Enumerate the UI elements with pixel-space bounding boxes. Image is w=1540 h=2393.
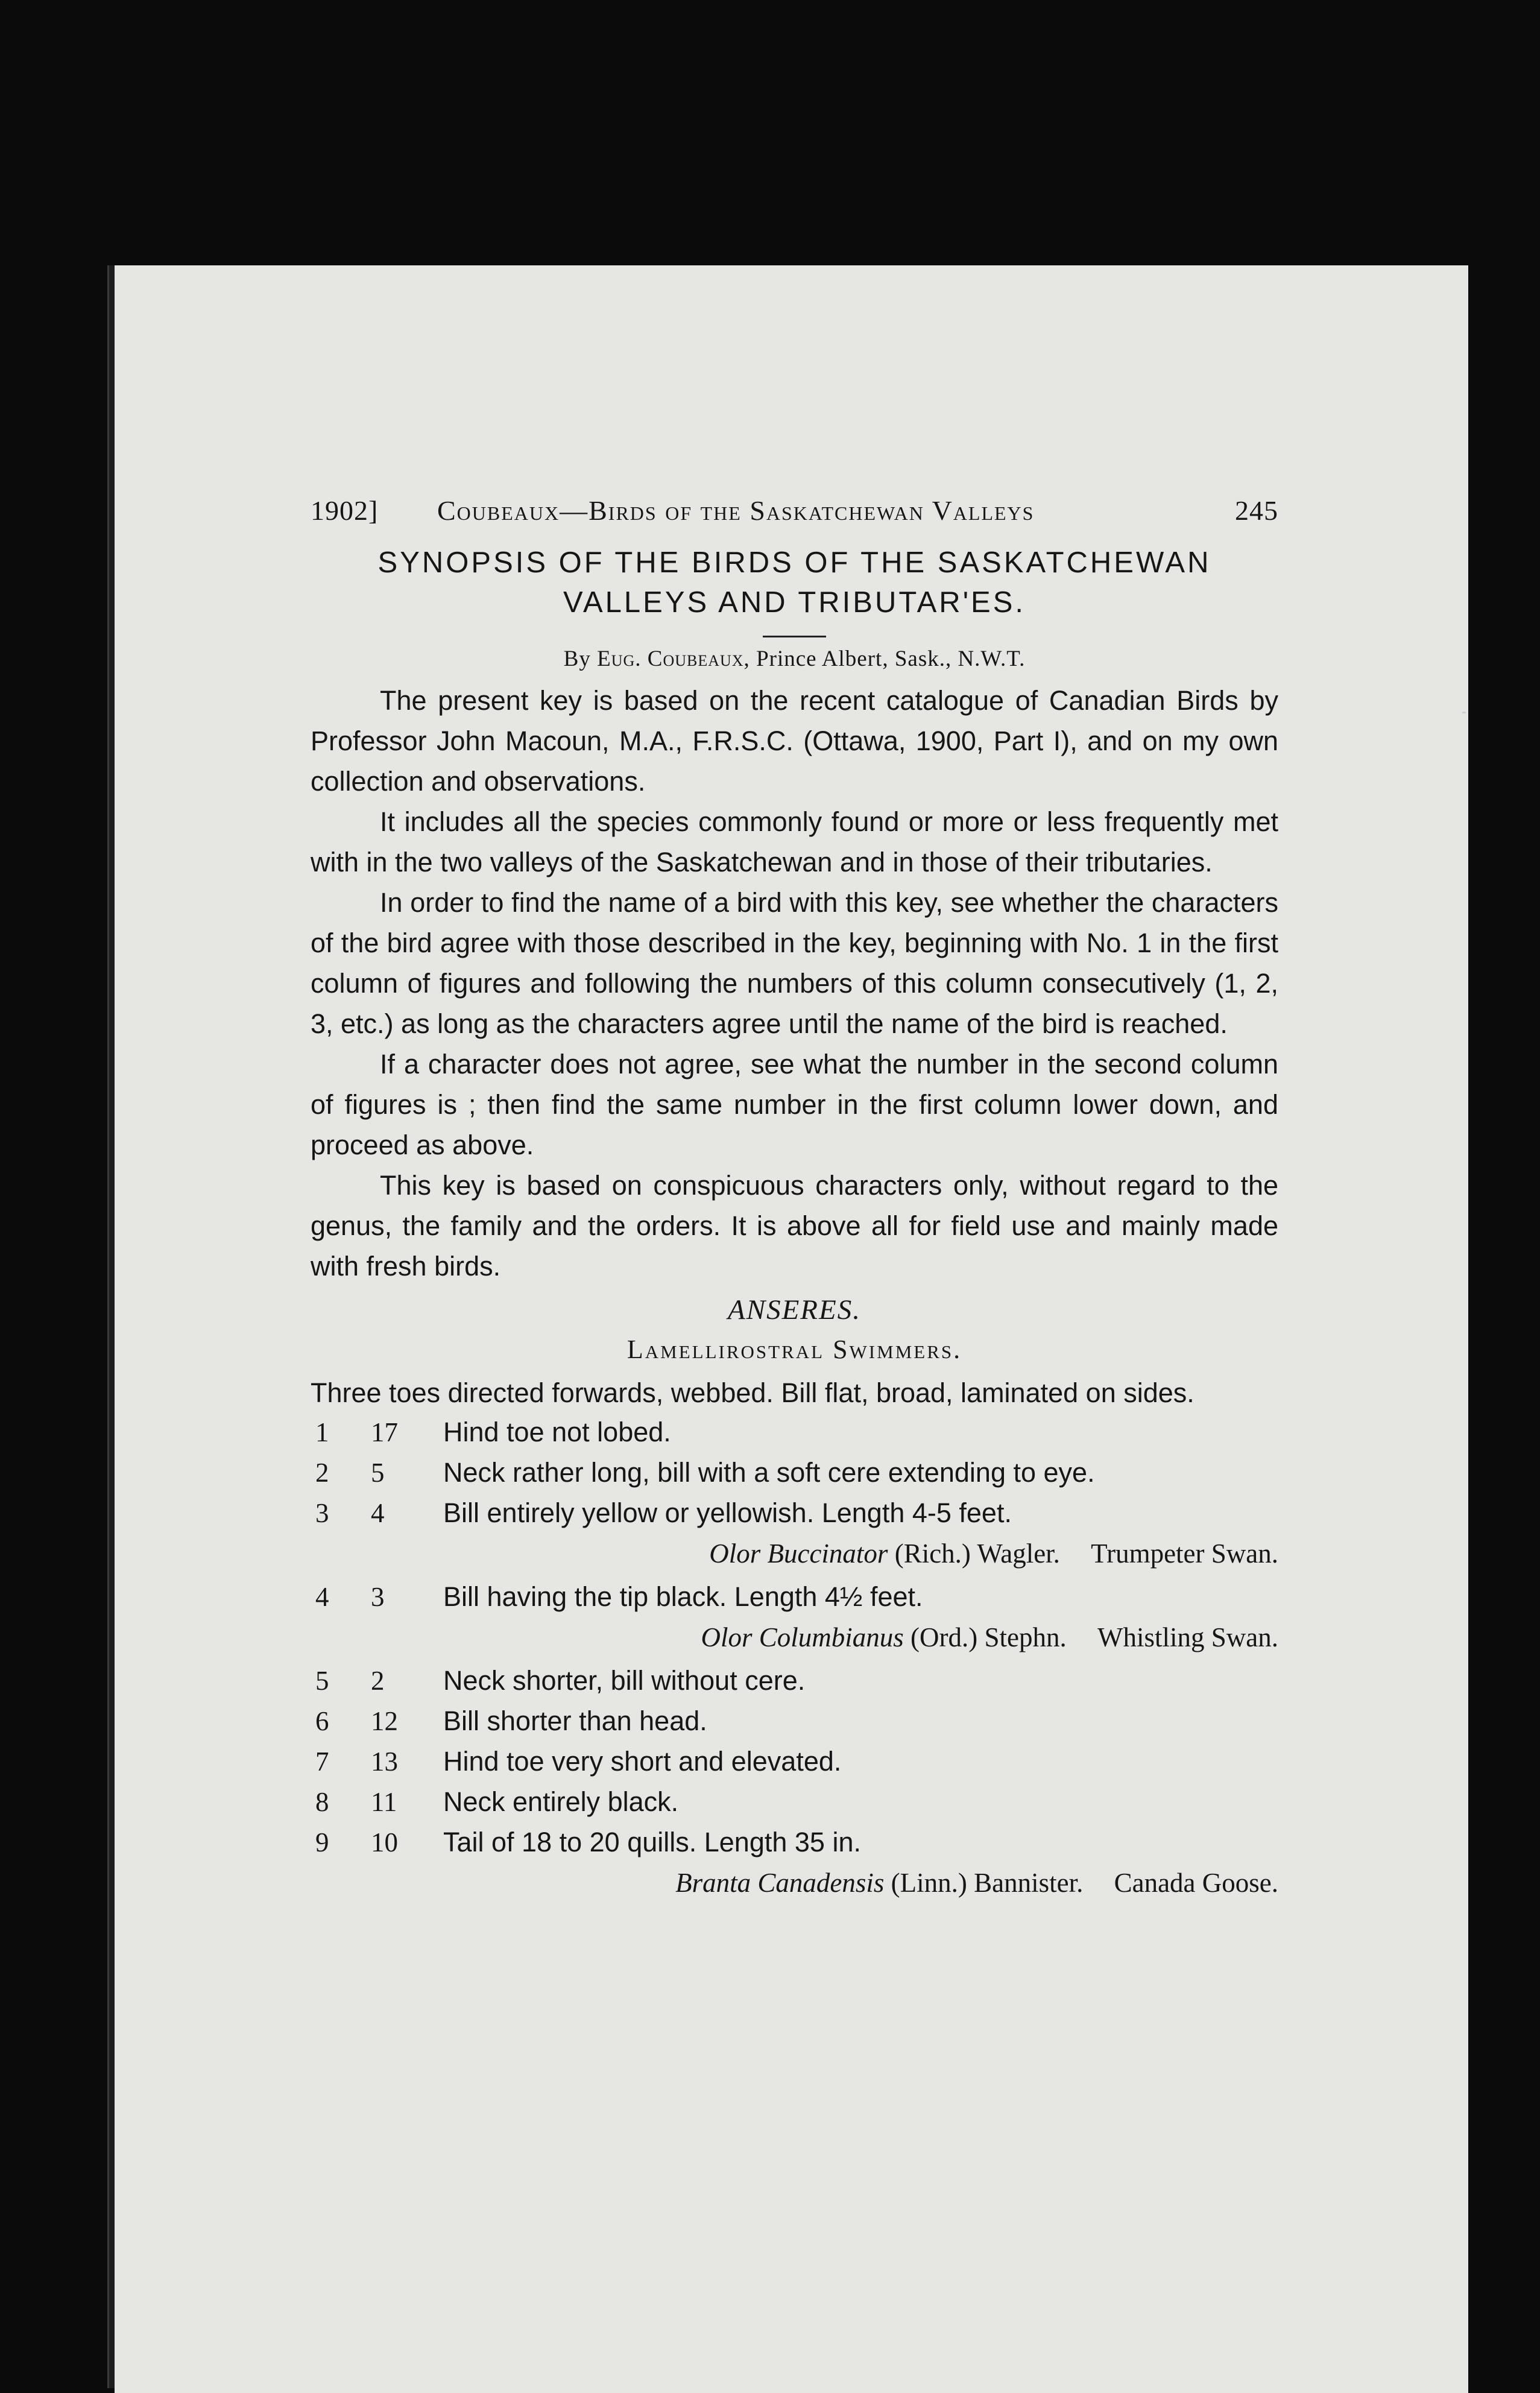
suborder-heading: Lamellirostral Swimmers. [626, 1335, 962, 1364]
key-number-first: 9 [315, 1827, 329, 1857]
key-description: Neck shorter, bill without cere. [443, 1665, 806, 1696]
key-row [311, 1786, 1278, 1827]
title-rule [763, 636, 826, 637]
byline [311, 646, 1278, 672]
species-authority: (Ord.) Stephn. [910, 1622, 1067, 1652]
order-heading: ANSERES. [728, 1294, 861, 1326]
key-description: Hind toe not lobed. [443, 1417, 671, 1447]
article-title [311, 543, 1278, 622]
paragraph-4: If a character does not agree, see what the number in the second column of figures is ; then find the same number in the first column lower down, and proceed as above. [311, 1049, 1278, 1160]
key-row [311, 1417, 1278, 1457]
key-description: Neck entirely black. [443, 1786, 679, 1817]
text-block [311, 495, 1278, 1911]
key-description: Neck rather long, bill with a soft cere extending to eye. [443, 1457, 1095, 1488]
species-authority: (Linn.) Bannister. [891, 1868, 1084, 1898]
key-description: Bill entirely yellow or yellowish. Length 4-5 feet. [443, 1497, 1012, 1528]
paragraph-3: In order to find the name of a bird with this key, see whether the characters of the bird agree with those described in the key, beginning with No. 1 in the first column of figures and following the numbers of this column consecutively (1, 2, 3, etc.) as long as the characters agree until the name of the bird is reached. [311, 887, 1278, 1039]
species-line [311, 1867, 1278, 1911]
key-number-first: 6 [315, 1706, 329, 1736]
identification-key [311, 1417, 1278, 1911]
key-number-first: 1 [315, 1417, 329, 1447]
key-intro: Three toes directed forwards, webbed. Bill flat, broad, laminated on sides. [311, 1377, 1194, 1408]
running-head-year: 1902] [311, 495, 379, 526]
species-common-name: Canada Goose. [1114, 1868, 1278, 1898]
key-description: Hind toe very short and elevated. [443, 1746, 842, 1777]
species-scientific-name: Branta Canadensis [675, 1868, 885, 1898]
paragraph-2: It includes all the species commonly found or more or less frequently met with in the two valleys of the Saskatchewan and in those of their tributaries. [311, 806, 1278, 877]
key-description: Bill having the tip black. Length 4½ feet. [443, 1581, 923, 1612]
key-row [311, 1497, 1278, 1538]
paragraph-1: The present key is based on the recent catalogue of Canadian Birds by Professor John Macoun, M.A., F.R.S.C. (Ottawa, 1900, Part I), and on my own collection and observations. [311, 685, 1278, 797]
byline-prefix: By [563, 646, 591, 671]
key-number-first: 8 [315, 1787, 329, 1817]
byline-place: Prince Albert, Sask., N.W.T. [756, 646, 1026, 671]
article-title-line-2: VALLEYS AND TRIBUTAR'ES. [563, 586, 1026, 619]
key-number-first: 3 [315, 1498, 329, 1528]
article-title-line-1: SYNOPSIS OF THE BIRDS OF THE SASKATCHEWAN [377, 546, 1211, 579]
key-number-second: 10 [371, 1827, 398, 1857]
species-authority: (Rich.) Wagler. [894, 1538, 1060, 1569]
running-head [311, 495, 1278, 537]
running-head-title: Coubeaux—Birds of the Saskatchewan Valleys [437, 495, 1035, 526]
species-common-name: Trumpeter Swan. [1091, 1538, 1278, 1569]
key-description: Tail of 18 to 20 quills. Length 35 in. [443, 1827, 861, 1857]
key-number-second: 11 [371, 1787, 397, 1817]
key-row [311, 1746, 1278, 1786]
key-number-first: 7 [315, 1747, 329, 1777]
key-number-second: 17 [371, 1417, 398, 1447]
key-number-second: 5 [371, 1458, 385, 1488]
page-mark [1462, 712, 1466, 713]
species-scientific-name: Olor Columbianus [701, 1622, 904, 1652]
paragraph-5: This key is based on conspicuous characters only, without regard to the genus, the family and the orders. It is above all for field use and mainly made with fresh birds. [311, 1170, 1278, 1282]
species-common-name: Whistling Swan. [1097, 1622, 1278, 1652]
key-number-first: 4 [315, 1582, 329, 1612]
key-row [311, 1457, 1278, 1497]
key-number-second: 4 [371, 1498, 385, 1528]
key-row [311, 1665, 1278, 1705]
key-row [311, 1827, 1278, 1867]
key-number-first: 5 [315, 1666, 329, 1696]
key-number-second: 13 [371, 1747, 398, 1777]
key-number-second: 2 [371, 1666, 385, 1696]
species-line [311, 1538, 1278, 1581]
species-scientific-name: Olor Buccinator [709, 1538, 888, 1569]
key-number-first: 2 [315, 1458, 329, 1488]
key-number-second: 12 [371, 1706, 398, 1736]
key-row [311, 1581, 1278, 1622]
key-row [311, 1705, 1278, 1746]
page-number: 245 [1235, 495, 1278, 526]
species-line [311, 1622, 1278, 1665]
byline-author: Eug. Coubeaux, [597, 646, 750, 671]
key-number-second: 3 [371, 1582, 385, 1612]
key-description: Bill shorter than head. [443, 1705, 707, 1736]
